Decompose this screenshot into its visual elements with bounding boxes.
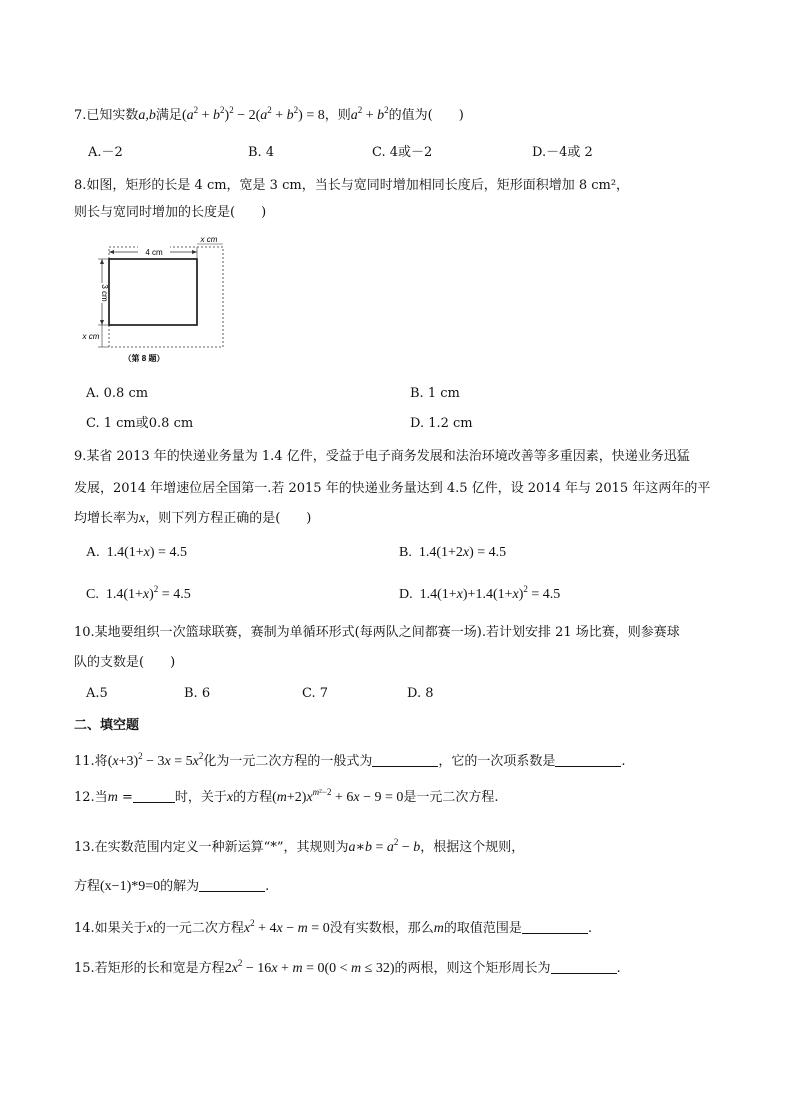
question-11: 11.将$(x+3)^2 - 3x = 5x^2$化为一元二次方程的一般式为 ，它的一次项系数是 . (74, 751, 626, 769)
q9-line-2: 发展，2014 年增速位居全国第一.若 2015 年的快递业务量达到 4.5 亿件，设 2014 年与 2015 年这两年的平 (74, 481, 711, 496)
q7-option-d[interactable]: D.－4或 2 (532, 145, 593, 160)
label-3cm: 3 cm (100, 284, 109, 302)
q7-option-a[interactable]: A.－2 (88, 145, 123, 160)
q7-option-c[interactable]: C. 4或－2 (372, 145, 433, 160)
q12-equation: $(m+2)x^{m^2-2} + 6x - 9 = 0$ (272, 787, 404, 805)
q10-option-a[interactable]: A.5 (86, 686, 108, 701)
q11-equation: $(x+3)^2 - 3x = 5x^2$ (107, 751, 204, 769)
label-4cm: 4 cm (145, 248, 163, 257)
q9-option-c[interactable]: C. $1.4(1+x)^2 = 4.5$ (86, 584, 191, 602)
q7-text: 已知实数 (86, 108, 139, 123)
figure-caption: （第 8 题） (123, 354, 165, 363)
q7-vars: a,b (138, 108, 156, 123)
q13-line-2: 方程(x−1)*9=0的解为 . (74, 879, 270, 894)
q9-option-b[interactable]: B. 1.4(1+2x) = 4.5 (399, 545, 507, 560)
q9-line-3: 均增长率为x，则下列方程正确的是( ) (74, 511, 312, 526)
q13-line-1: 13.在实数范围内定义一种新运算“*”，其规则为a∗b = $a^2 - b$，根据这个规则， (74, 837, 525, 855)
label-corner-xcm: x cm (200, 235, 218, 244)
q8-option-b[interactable]: B. 1 cm (410, 386, 460, 401)
q13-equation: (x−1)*9=0 (100, 879, 161, 894)
q7-ask: $a^2 + b^2$ (350, 105, 389, 123)
q13-blank[interactable] (199, 879, 265, 892)
q10-option-b[interactable]: B. 6 (184, 686, 211, 701)
q7-condition: $(a^2 + b^2)^2 - 2(a^2 + b^2) = 8$ (181, 105, 325, 123)
q14-blank[interactable] (522, 921, 588, 934)
q15-blank[interactable] (551, 961, 617, 974)
q7-option-b[interactable]: B. 4 (248, 145, 275, 160)
q8-option-a[interactable]: A. 0.8 cm (86, 386, 149, 401)
question-14: 14.如果关于x的一元二次方程$x^2 + 4x - m = 0$没有实数根，那么m的取值范围是 . (74, 918, 592, 936)
q12-blank[interactable] (133, 790, 175, 803)
q10-option-c[interactable]: C. 7 (302, 686, 329, 701)
q10-line-2: 队的支数是( ) (74, 655, 176, 670)
q11-blank-1[interactable] (372, 754, 438, 767)
q8-option-c[interactable]: C. 1 cm或0.8 cm (86, 416, 194, 431)
q9-option-d[interactable]: D. $1.4(1+x)+1.4(1+x)^2 = 4.5$ (399, 584, 561, 602)
q10-option-d[interactable]: D. 8 (407, 686, 434, 701)
label-bottom-xcm: x cm (82, 332, 100, 341)
question-15: 15.若矩形的长和宽是方程$2x^2 - 16x + m = 0(0 < m \le 32)$的两根，则这个矩形周长为 . (74, 958, 621, 976)
q9-line-1: 9.某省 2013 年的快递业务量为 1.4 亿件，受益于电子商务发展和法治环境改善等多重因素，快递业务迅猛 (74, 449, 690, 464)
q13-rule: a∗b = $a^2 - b$ (348, 837, 421, 855)
q11-blank-2[interactable] (555, 754, 621, 767)
question-7: 7.已知实数a,b满足$(a^2 + b^2)^2 - 2(a^2 + b^2) = 8$，则$a^2 + b^2$的值为( ) (74, 105, 464, 123)
q8-figure (78, 233, 238, 363)
enlarged-rectangle (109, 247, 223, 347)
question-12: 12.当m = 时，关于x的方程$(m+2)x^{m^2-2} + 6x - 9 = 0$是一元二次方程. (74, 787, 499, 805)
original-rectangle (109, 259, 197, 325)
q8-line-1: 8.如图，矩形的长是 4 cm，宽是 3 cm，当长与宽同时增加相同长度后，矩形面积增加 8 cm²， (74, 178, 630, 193)
q7-number: 7. (74, 108, 87, 123)
q9-option-a[interactable]: A. 1.4(1+x) = 4.5 (86, 545, 187, 560)
q10-line-1: 10.某地要组织一次篮球联赛，赛制为单循环形式(每两队之间都赛一场).若计划安排 21 场比赛，则参赛球 (74, 625, 680, 640)
q15-equation: $2x^2 - 16x + m = 0(0 < m \le 32)$ (224, 958, 395, 976)
section-fill-in-blanks-title: 二、填空题 (74, 718, 140, 733)
q14-equation: $x^2 + 4x - m = 0$ (243, 918, 330, 936)
q8-line-2: 则长与宽同时增加的长度是( ) (74, 205, 267, 220)
q8-option-d[interactable]: D. 1.2 cm (410, 416, 473, 431)
